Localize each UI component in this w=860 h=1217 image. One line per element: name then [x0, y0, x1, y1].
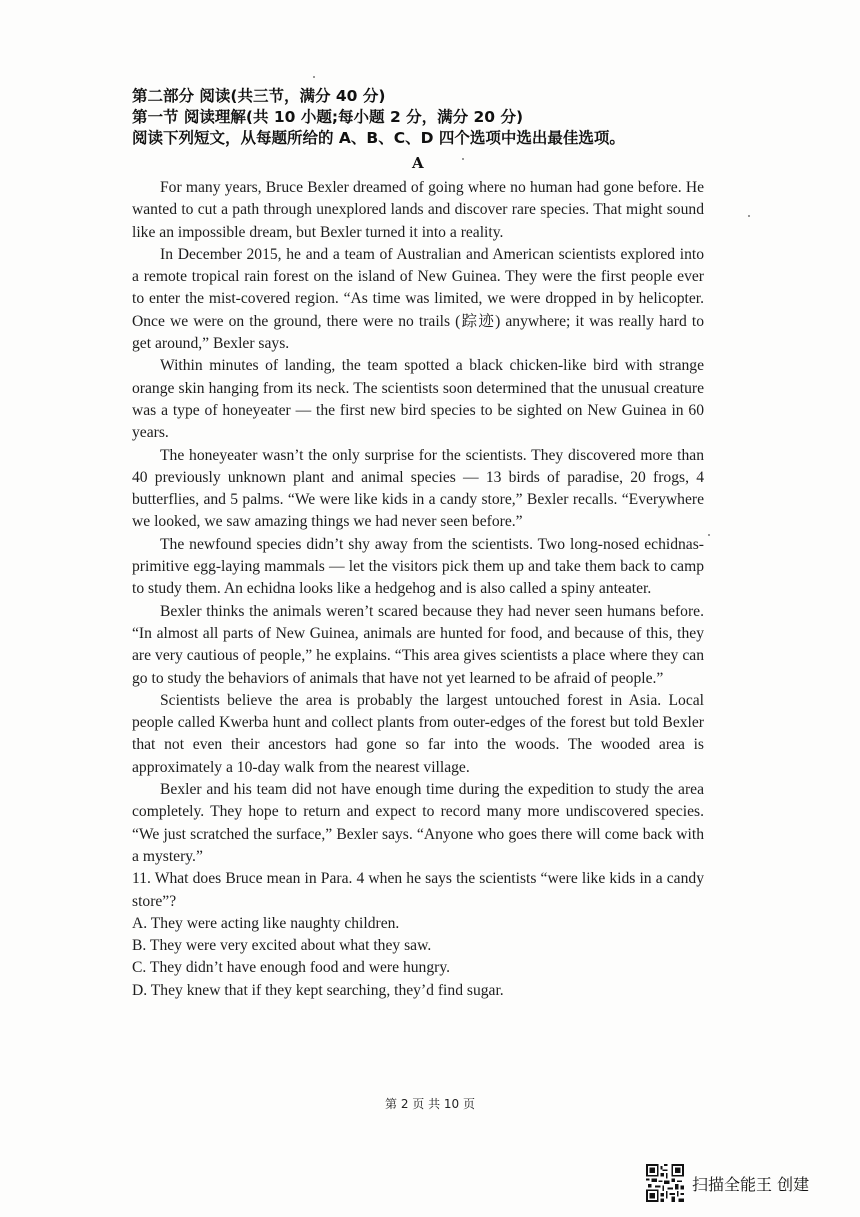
paragraph: Within minutes of landing, the team spotted a black chicken-like bird with strange orange skin hanging from its neck. The scientists soon determined that the unusual creature was a type of honeyeater — the first new bird species to be sighted on New Guinea in 60 years. — [132, 357, 704, 442]
section-header — [132, 86, 732, 149]
scan-speck — [748, 215, 750, 217]
paragraph: Scientists believe the area is probably the largest untouched forest in Asia. Local people called Kwerba hunt and collect plants from outer-edges of the forest but told Bexler that not even their ancestors had gone so far into the woods. The wooded area is approximately a 10-day walk from the nearest village. — [132, 691, 704, 776]
section-title: 第二部分 阅读(共三节，满分 40 分) — [132, 87, 386, 105]
option-b: B. They were very excited about what they saw. — [132, 937, 432, 955]
subsection-title: 第一节 阅读理解(共 10 小题;每小题 2 分，满分 20 分) — [132, 108, 524, 126]
passage-label: A — [412, 154, 424, 172]
option-c: C. They didn’t have enough food and were hungry. — [132, 959, 451, 977]
option-d: D. They knew that if they kept searching, they’d find sugar. — [132, 981, 504, 999]
question-stem: 11. What does Bruce mean in Para. 4 when he says the scientists “were like kids in a candy store”? — [132, 870, 704, 910]
paragraph: For many years, Bruce Bexler dreamed of going where no human had gone before. He wanted to cut a path through unexplored lands and discover rare species. That might sound like an impossible dream, but Bexler turned it into a reality. — [132, 179, 704, 241]
paragraph: Bexler thinks the animals weren’t scared because they had never seen humans before. “In almost all parts of New Guinea, animals are hunted for food, and because of this, they are very cautious of people,” he explains. “This area gives scientists a place where they can go to study the behaviors of animals that have not yet learned to be afraid of people.” — [132, 602, 704, 687]
scan-speck — [313, 76, 315, 78]
scanner-watermark — [646, 1163, 809, 1203]
scanner-label: 扫描全能王 创建 — [692, 1174, 810, 1194]
paragraph: Bexler and his team did not have enough time during the expedition to study the area completely. They hope to return and expect to record many more undiscovered species. “We just scratched the surface,” Bexler says. “Anyone who goes there will come back with a mystery.” — [132, 781, 704, 865]
option-a: A. They were acting like naughty children. — [132, 914, 400, 932]
scan-speck — [462, 158, 464, 160]
page-number: 第 2 页 共 10 页 — [385, 1097, 475, 1111]
scan-speck — [708, 534, 710, 536]
paragraph: The honeyeater wasn’t the only surprise for the scientists. They discovered more than 40 previously unknown plant and animal species — 13 birds of paradise, 20 frogs, 4 butterflies, and 5 palms. “We were like kids in a candy store,” Bexler recalls. “Everywhere we looked, we saw amazing things we had never seen before.” — [132, 446, 704, 531]
qr-code-icon — [646, 1164, 684, 1202]
instructions: 阅读下列短文，从每题所给的 A、B、C、D 四个选项中选出最佳选项。 — [132, 129, 625, 147]
paragraph: The newfound species didn’t shy away from the scientists. Two long-nosed echidnas-primitive egg-laying mammals — let the visitors pick them up and take them back to camp to study them. An echidna looks like a hedgehog and is also called a spiny anteater. — [132, 535, 704, 598]
passage-body — [132, 177, 704, 1002]
paragraph: In December 2015, he and a team of Australian and American scientists explored into a remote tropical rain forest on the island of New Guinea. They were the first people ever to enter the mist-covered region. “As time was limited, we were dropped in by helicopter. Once we were on the ground, there were no trails (踪迹) anywhere; it was really hard to get around,” Bexler says. — [132, 245, 704, 353]
